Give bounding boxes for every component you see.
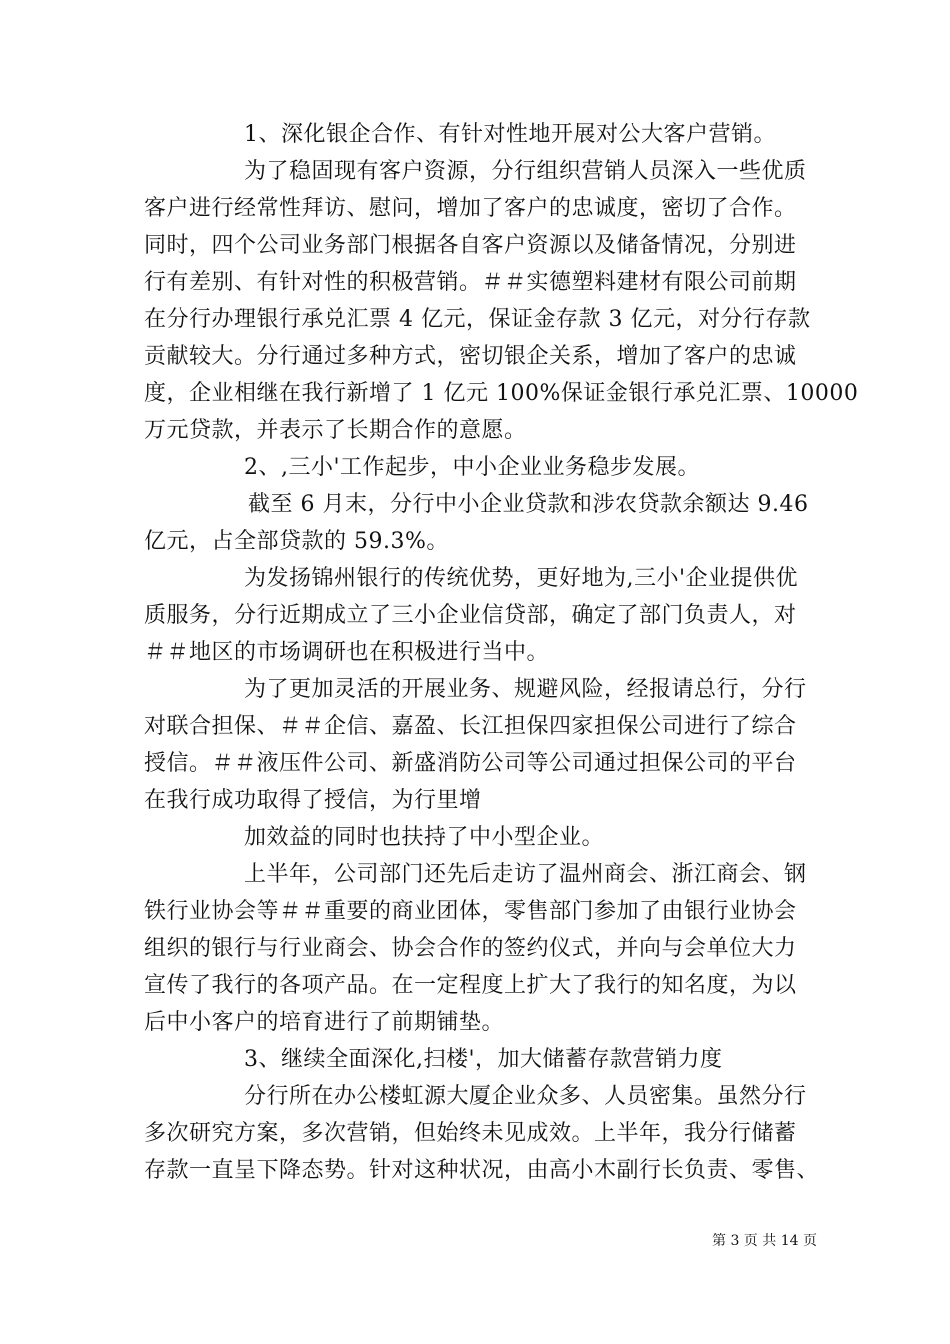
paragraph-line: 授信。＃＃液压件公司、新盛消防公司等公司通过担保公司的平台 — [144, 751, 797, 776]
paragraph-line: 分行所在办公楼虹源大厦企业众多、人员密集。虽然分行 — [244, 1084, 807, 1109]
section-heading-1: 1、深化银企合作、有针对性地开展对公大客户营销。 — [244, 122, 776, 147]
paragraph-line: 贡献较大。分行通过多种方式，密切银企关系，增加了客户的忠诚 — [144, 344, 797, 369]
paragraph-line: 多次研究方案，多次营销，但始终未见成效。上半年，我分行储蓄 — [144, 1121, 797, 1146]
paragraph-line: 对联合担保、＃＃企信、嘉盈、长江担保四家担保公司进行了综合 — [144, 714, 797, 739]
paragraph-line: 在我行成功取得了授信，为行里增 — [144, 788, 482, 813]
paragraph-line: 后中小客户的培育进行了前期铺垫。 — [144, 1010, 505, 1035]
paragraph-line: 行有差别、有针对性的积极营销。＃＃实德塑料建材有限公司前期 — [144, 270, 797, 295]
paragraph-line: 宣传了我行的各项产品。在一定程度上扩大了我行的知名度，为以 — [144, 973, 797, 998]
paragraph-line: 客户进行经常性拜访、慰问，增加了客户的忠诚度，密切了合作。 — [144, 196, 797, 221]
paragraph-line: 质服务，分行近期成立了三小企业信贷部，确定了部门负责人，对 — [144, 603, 797, 628]
paragraph-line: 为了更加灵活的开展业务、规避风险，经报请总行，分行 — [244, 677, 807, 702]
paragraph-line: 加效益的同时也扶持了中小型企业。 — [244, 825, 605, 850]
paragraph-line: 组织的银行与行业商会、协会合作的签约仪式，并向与会单位大力 — [144, 936, 797, 961]
paragraph-line: 铁行业协会等＃＃重要的商业团体，零售部门参加了由银行业协会 — [144, 899, 797, 924]
paragraph-line: 截至 6 月末，分行中小企业贷款和涉农贷款余额达 9.46 — [248, 492, 809, 517]
paragraph-line: 上半年，公司部门还先后走访了温州商会、浙江商会、钢 — [244, 862, 807, 887]
paragraph-line: 在分行办理银行承兑汇票 4 亿元，保证金存款 3 亿元，对分行存款 — [144, 307, 811, 332]
section-heading-2: 2、,三小'工作起步，中小企业业务稳步发展。 — [244, 455, 701, 480]
paragraph-line: 亿元，占全部贷款的 59.3%。 — [144, 529, 449, 554]
paragraph-line: 为了稳固现有客户资源，分行组织营销人员深入一些优质 — [244, 159, 807, 184]
section-heading-3: 3、继续全面深化,扫楼'，加大储蓄存款营销力度 — [244, 1047, 723, 1072]
paragraph-line: 存款一直呈下降态势。针对这种状况，由高小木副行长负责、零售、 — [144, 1158, 820, 1183]
paragraph-line: ＃＃地区的市场调研也在积极进行当中。 — [144, 640, 550, 665]
paragraph-line: 为发扬锦州银行的传统优势，更好地为,三小'企业提供优 — [244, 566, 799, 591]
paragraph-line: 度，企业相继在我行新增了 1 亿元 100%保证金银行承兑汇票、10000 — [144, 381, 859, 406]
paragraph-line: 万元贷款，并表示了长期合作的意愿。 — [144, 418, 527, 443]
page-number-footer: 第 3 页 共 14 页 — [712, 1233, 817, 1249]
paragraph-line: 同时，四个公司业务部门根据各自客户资源以及储备情况，分别进 — [144, 233, 797, 258]
